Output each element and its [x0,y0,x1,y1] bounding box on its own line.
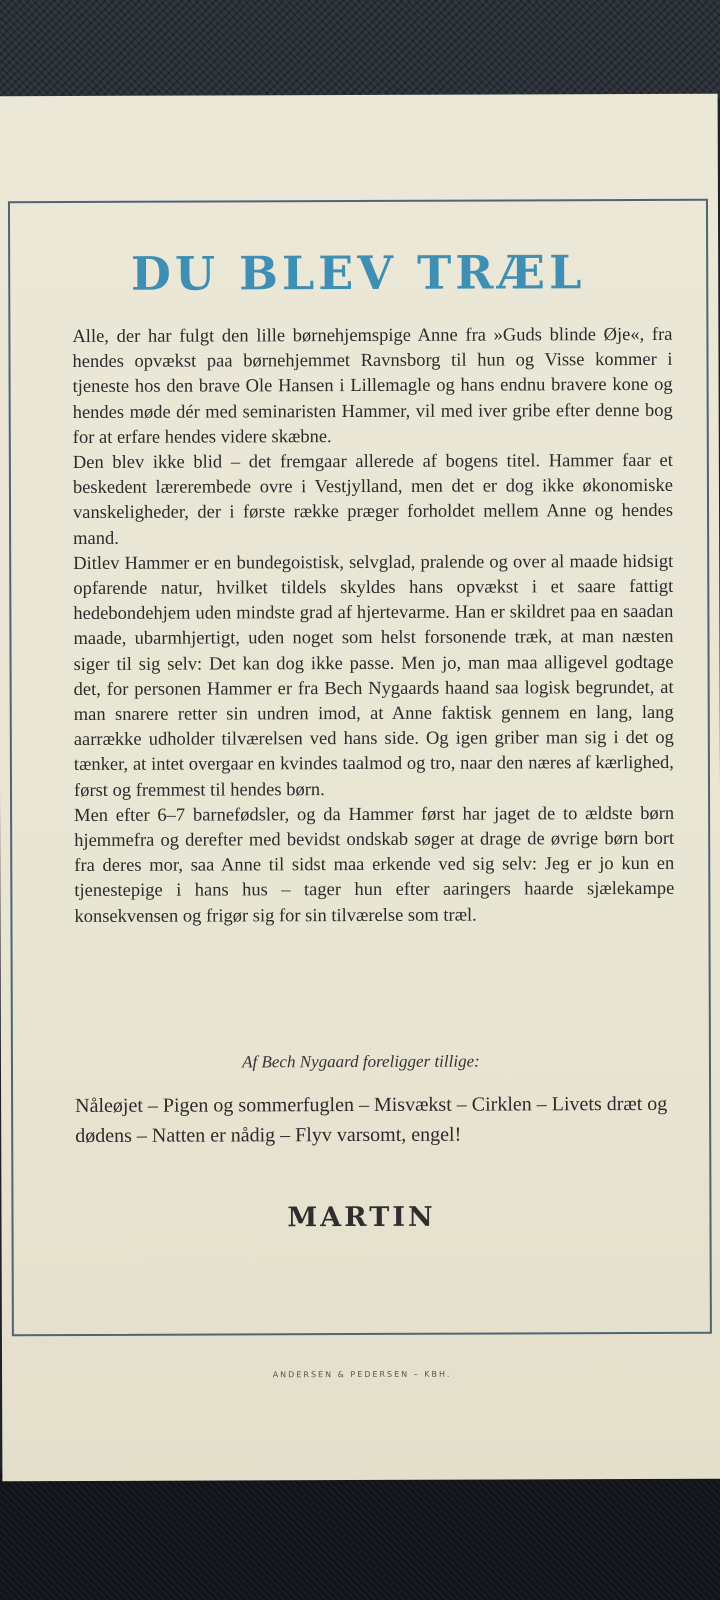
blurb-paragraph-1: Alle, der har fulgt den lille børnehjemspige Anne fra »Guds blinde Øje«, fra hendes opvækst paa børnehjemmet Ravnsborg til hun og Visse kommer i tjeneste hos den brave Ole Hansen i Lillemagle og hans endnu bravere kone og hendes møde dér med seminaristen Hammer, vil med iver gribe efter denne bog for at erfare hendes videre skæbne. [72,324,673,448]
publisher-name: MARTIN [287,1201,436,1234]
background-fabric-bottom [0,1470,720,1600]
blurb-text [72,323,674,930]
printer-credit: ANDERSEN & PEDERSEN – KBH. [272,1369,452,1380]
text-frame [8,199,712,1336]
also-by-author-list: Nåleøjet – Pigen og sommerfuglen – Misvækst – Cirklen – Livets dræt og dødens – Natten er nådig – Flyv varsomt, engel! [75,1092,668,1147]
blurb-paragraph-2: Den blev ikke blid – det fremgaar allerede af bogens titel. Hammer faar et beskedent lærerembede ovre i Vestjylland, men det er dog ikke økonomiske vanskeligheder, der i første række præger forholdet mellem Anne og hendes mand. [72,450,674,549]
background-fabric-top [0,0,720,100]
blurb-paragraph-4: Men efter 6–7 barnefødsler, og da Hammer først har jaget de to ældste børn hjemmefra og derefter med bevidst ondskab søger at drage de øvrige børn bort fra deres mor, saa Anne til sidst maa erkende ved sig selv: Jeg er jo kun en tjenestepige i hans hus – tager hun efter aaringers haarde sjælekampe konsekvensen og frigør sig for sin tilværelse som træl. [74,803,675,927]
also-by-author-heading: Af Bech Nygaard foreligger tillige: [242,1051,480,1072]
book-back-cover [0,94,720,1482]
blurb-paragraph-3: Ditlev Hammer er en bundegoistisk, selvglad, pralende og over al maade hidsigt opfarende natur, hvilket tildels skyldes hans opvækst i et saare fattigt hedebondehjem uden mindste grad af hjertevarme. Han er skildret paa en saadan maade, ubarmhjertigt, uden noget som helst forsonende træk, at man næsten siger til sig selv: Det kan dog ikke passe. Men jo, man maa alligevel godtage det, for personen Hammer er fra Bech Nygaards haand saa logisk begrundet, at man snarere retter sin undren imod, at Anne faktisk gennem en lang, lang aarrække udholder tilværelsen ved hans side. Og igen griber man sig i det og tænker, at intet overgaar en kvindes taalmod og tro, naar den næres af kærlighed, først og fremmest til hendes børn. [73,551,674,801]
book-title: DU BLEV TRÆL [130,245,586,301]
